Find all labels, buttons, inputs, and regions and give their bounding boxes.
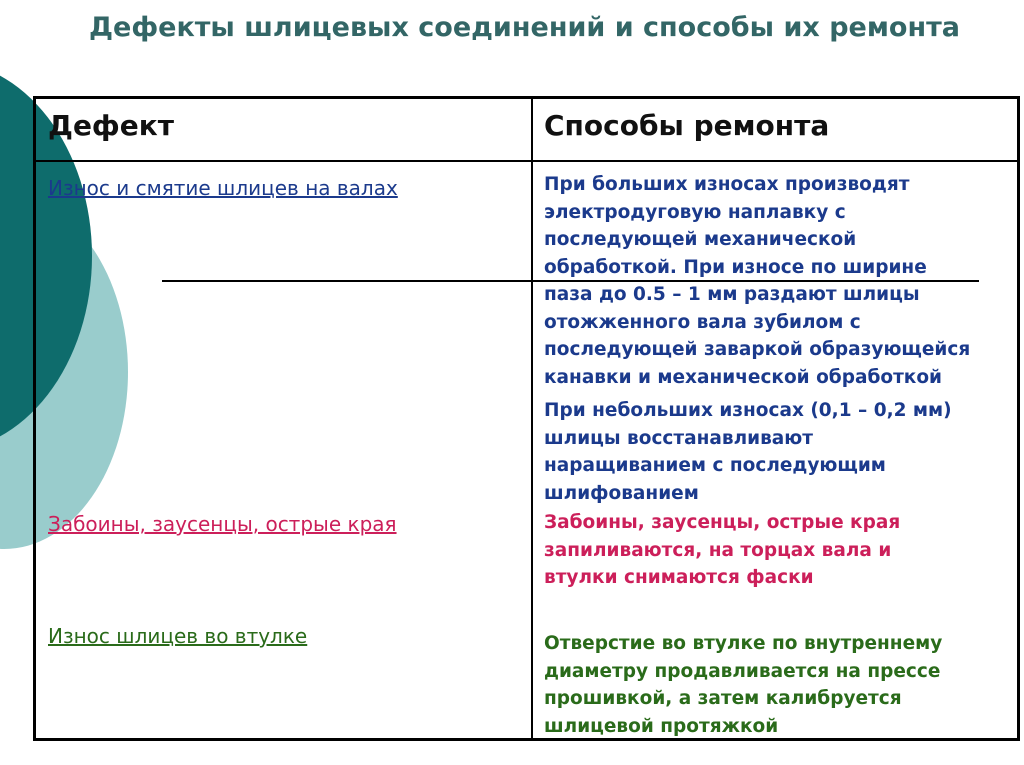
header-repair-methods: Способы ремонта: [544, 109, 830, 142]
defects-table: [33, 96, 1020, 741]
repair-method-build-up-grinding: При небольших износах (0,1 – 0,2 мм) шлицы восстанавливают наращиванием с последующим шлифованием: [544, 400, 952, 504]
repair-method-press-broaching: Отверстие во втулке по внутреннему диаметру продавливается на прессе прошивкой, а затем калибруется шлицевой протяжкой: [544, 633, 943, 737]
slide-title: Дефекты шлицевых соединений и способы их ремонта: [89, 12, 960, 43]
header-divider: [36, 160, 1017, 162]
defect-link-burrs-sharp-edges[interactable]: Забоины, заусенцы, острые края: [48, 512, 397, 536]
column-divider: [531, 99, 533, 738]
defect-link-shaft-spline-wear[interactable]: Износ и смятие шлицев на валах: [48, 176, 398, 200]
repair-method-welding-overlay: При больших износах производят электродуговую наплавку с последующей механической обработкой. При износе по ширине паза до 0.5 – 1 мм раздают шлицы отожженного вала зубилом с последующей заваркой образующейся канавки и механической обработкой: [544, 174, 971, 388]
repair-method-filing-chamfers: Забоины, заусенцы, острые края запиливаются, на торцах вала и втулки снимаются фаски: [544, 512, 901, 588]
defect-link-bushing-spline-wear[interactable]: Износ шлицев во втулке: [48, 624, 308, 648]
header-defect: Дефект: [48, 109, 174, 142]
